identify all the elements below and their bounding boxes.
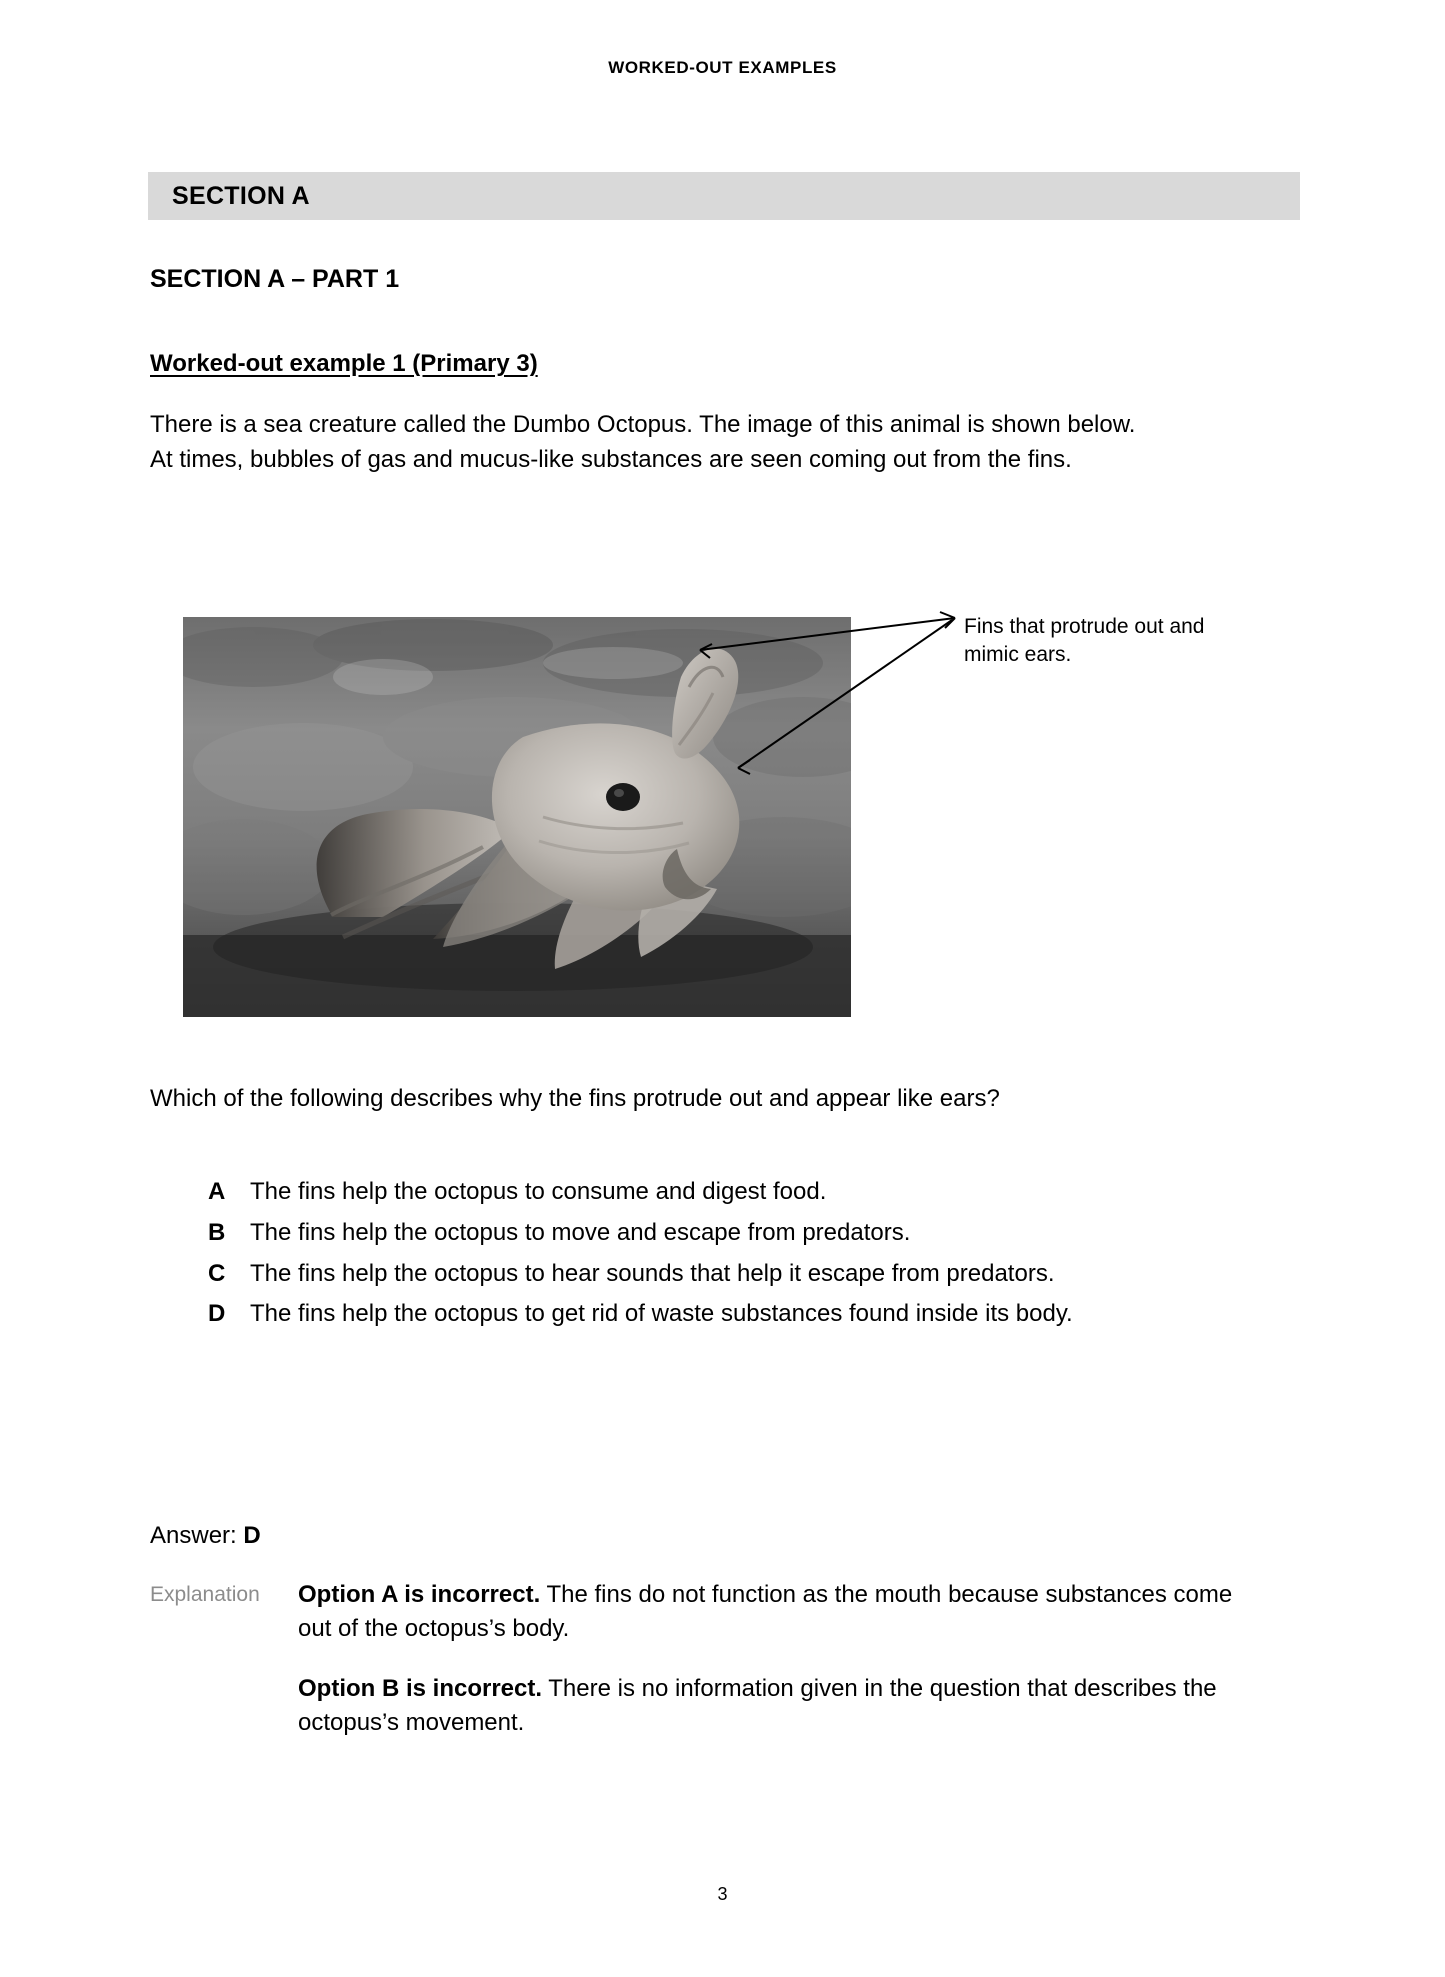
explanation-lead-2: Option B is incorrect. <box>298 1675 543 1703</box>
option-row-d[interactable] <box>208 1297 1288 1332</box>
explanation-rest-1: The fins do not function as the mouth because substances come out of the octopus’s body. <box>298 1581 1233 1643</box>
figure-callout-label: Fins that protrude out and mimic ears. <box>964 615 1205 667</box>
explanation-body <box>298 1578 1270 1766</box>
option-letter-a: A <box>208 1178 226 1205</box>
worked-example-title: Worked-out example 1 (Primary 3) <box>150 350 538 377</box>
answer-line <box>150 1522 261 1550</box>
question-text: Which of the following describes why the fins protrude out and appear like ears? <box>150 1085 1000 1112</box>
option-letter-d: D <box>208 1300 226 1328</box>
explanation-paragraph-2 <box>298 1672 1270 1740</box>
answer-value: D <box>243 1522 261 1549</box>
octopus-photo <box>183 617 851 1017</box>
explanation-block <box>150 1578 1270 1766</box>
option-row-b[interactable] <box>208 1216 1288 1251</box>
page-number: 3 <box>717 1884 728 1904</box>
section-band <box>148 172 1300 220</box>
option-text-d: The fins help the octopus to get rid of waste substances found inside its body. <box>250 1300 1073 1328</box>
option-letter-b: B <box>208 1218 226 1246</box>
explanation-paragraph-1 <box>298 1578 1270 1646</box>
answer-label: Answer: <box>150 1522 237 1549</box>
explanation-rest-2: There is no information given in the question that describes the octopus’s movement. <box>298 1675 1217 1737</box>
explanation-lead-1: Option A is incorrect. <box>298 1581 541 1608</box>
option-text-b: The fins help the octopus to move and escape from predators. <box>250 1218 911 1246</box>
running-head: WORKED-OUT EXAMPLES <box>608 58 837 77</box>
section-band-label: SECTION A <box>172 181 310 210</box>
option-text-c: The fins help the octopus to hear sounds that help it escape from predators. <box>250 1259 1055 1287</box>
option-row-c[interactable] <box>208 1257 1288 1292</box>
stem-paragraph-2: At times, bubbles of gas and mucus-like substances are seen coming out from the fins. <box>150 445 1072 473</box>
option-letter-c: C <box>208 1259 226 1287</box>
explanation-label: Explanation <box>150 1583 260 1606</box>
option-row-a[interactable] <box>208 1175 1288 1210</box>
option-text-a: The fins help the octopus to consume and digest food. <box>250 1178 827 1205</box>
stem-paragraph-1: There is a sea creature called the Dumbo Octopus. The image of this animal is shown below. <box>150 411 1136 438</box>
section-part-heading: SECTION A – PART 1 <box>150 265 400 293</box>
question-stem <box>150 408 1250 478</box>
answer-options <box>208 1175 1288 1338</box>
